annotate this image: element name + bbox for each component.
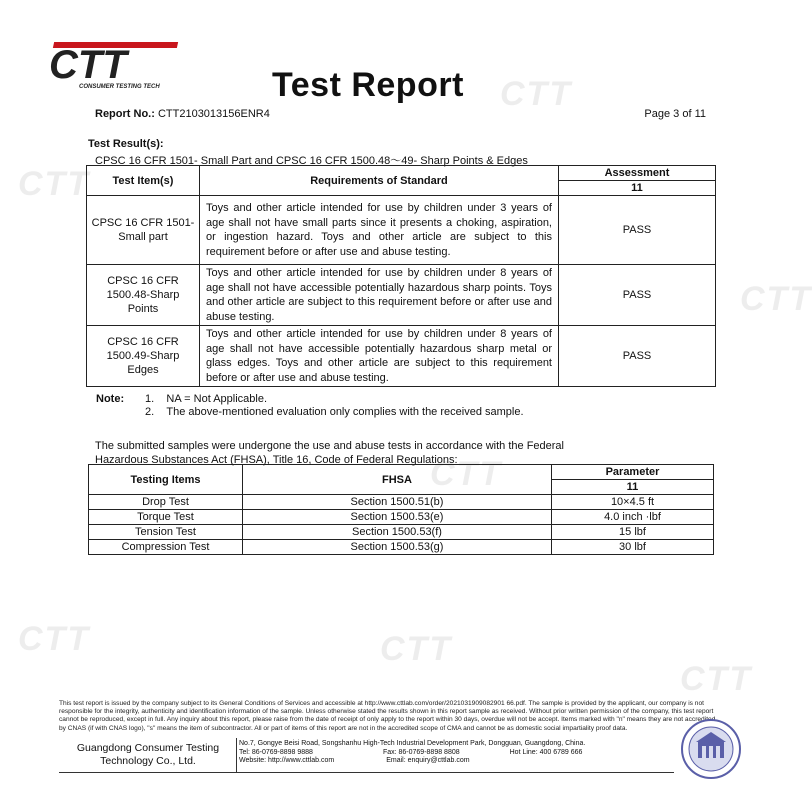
row-item: CPSC 16 CFR 1501-Small part (87, 196, 200, 265)
table-row: Torque Test Section 1500.53(e) 4.0 inch ·lbf (89, 510, 714, 525)
company-address: No.7, Gongye Beisi Road, Songshanhu High-Tech Industrial Development Park, Dongguan, Guangdong, China. Tel: 86-0769-8898 9888 Fax: 86-0769-8898 8808 Hot Line: 400 6789 666 Website: http://www.cttlab.com Email: enquiry@cttlab.com (239, 740, 586, 765)
table-row (87, 196, 716, 265)
ctt-logo (45, 38, 185, 90)
footer-rule (59, 772, 674, 773)
table-row: Drop Test Section 1500.51(b) 10×4.5 ft (89, 495, 714, 510)
col-header-parameter: Parameter (552, 465, 714, 480)
table-row: Compression Test Section 1500.53(g) 30 lbf (89, 540, 714, 555)
col-header-sample: 11 (552, 480, 714, 495)
row-requirement: Toys and other article intended for use by children under 3 years of age shall not have small parts since it presents a choking, aspiration, or ingestion hazard. Toys and other article are subject to this requirement before or after use and abuse testing. (200, 196, 559, 265)
note-2: 2. The above-mentioned evaluation only complies with the received sample. (145, 406, 524, 418)
row-result: PASS (559, 265, 716, 326)
fine-print: This test report is issued by the company subject to its General Conditions of Services and accessible at http://www.cttlab.com/order/2021031909082901 66.pdf. The sample is provided by the applicant, our company is not responsible for the integrity, authenticity and identification information of the sample. Unless otherwise stated the results shown in this report sample as received. Without prior written permission of the company, this test report cannot be reproduced, except in full. Any inquiry about this report, please raise from the date of receipt of only apply to the report within 30 days, overdue will not be accept. Items marked with "n" means they are not accredited by CNAS (if with CNAS logo), "s" means the item of subcontractor. All or part of items of this report are not in the accredited scope of CMA and cannot be as domestic social impartiality proof data. (59, 700, 716, 732)
row-item: CPSC 16 CFR 1500.48-Sharp Points (87, 265, 200, 326)
row-item: CPSC 16 CFR 1500.49-Sharp Edges (87, 326, 200, 387)
test-results-subtitle: CPSC 16 CFR 1501- Small Part and CPSC 16 CFR 1500.48〜49- Sharp Points & Edges (95, 155, 528, 167)
page-title: Test Report (272, 66, 464, 104)
logo-tagline: CONSUMER TESTING TECH (79, 84, 160, 90)
company-seal-icon (680, 718, 742, 780)
note-label: Note: (96, 393, 125, 405)
watermark: CTT (380, 630, 453, 668)
watermark: CTT (740, 280, 812, 318)
row-result: PASS (559, 326, 716, 387)
watermark: CTT (680, 660, 753, 698)
watermark: CTT (18, 165, 91, 203)
company-name: Guangdong Consumer Testing Technology Co., Ltd. (76, 742, 220, 767)
col-header-item: Test Item(s) (87, 166, 200, 196)
watermark: CTT (18, 620, 91, 658)
table-row: Tension Test Section 1500.53(f) 15 lbf (89, 525, 714, 540)
col-header-requirements: Requirements of Standard (200, 166, 559, 196)
website-link[interactable]: Website: http://www.cttlab.com (239, 757, 335, 765)
note-1: 1. NA = Not Applicable. (145, 393, 268, 405)
watermark: CTT (500, 75, 573, 113)
footer-divider (236, 738, 237, 772)
report-number: Report No.: CTT2103013156ENR4 (95, 108, 270, 120)
abuse-paragraph: The submitted samples were undergone the use and abuse tests in accordance with the Federal Hazardous Substances Act (FHSA), Title 16, Code of Federal Regulations: (95, 440, 564, 466)
row-requirement: Toys and other article intended for use by children under 8 years of age shall not have accessible potentially hazardous sharp points. Toys and other article are subject to this requirement before or after use and abuse testing. (200, 265, 559, 326)
table-row (87, 265, 716, 326)
page-indicator: Page 3 of 11 (644, 108, 706, 120)
logo-text: CTT (49, 43, 127, 87)
test-results-label: Test Result(s): (88, 138, 164, 150)
table-row (87, 326, 716, 387)
abuse-tests-table (88, 464, 714, 555)
col-header-testing-items: Testing Items (89, 465, 243, 495)
email-link[interactable]: Email: enquiry@cttlab.com (386, 757, 470, 765)
watermark: CTT (430, 455, 503, 493)
row-requirement: Toys and other article intended for use by children under 8 years of age shall not have accessible potentially hazardous sharp metal or glass edges. Toys and other article are subject to this requirement before or after use and abuse testing. (200, 326, 559, 387)
col-header-sample: 11 (559, 181, 716, 196)
col-header-assessment: Assessment (559, 166, 716, 181)
col-header-fhsa: FHSA (243, 465, 552, 495)
results-table (86, 165, 716, 387)
row-result: PASS (559, 196, 716, 265)
